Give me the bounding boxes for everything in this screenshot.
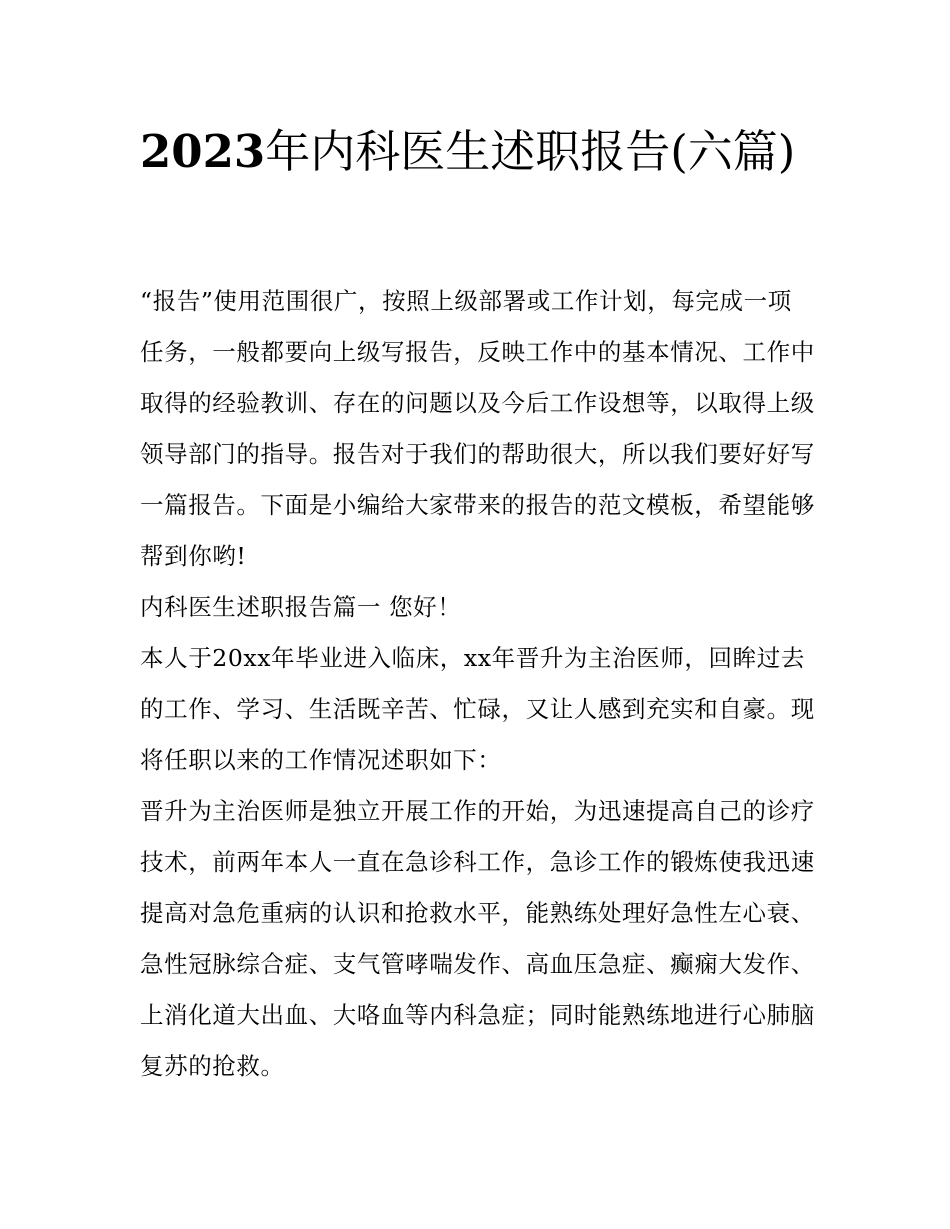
document-body	[140, 276, 815, 1092]
body-paragraph: 本人于20xx年毕业进入临床，xx年晋升为主治医师，回眸过去的工作、学习、生活既辛苦、忙碌，又让人感到充实和自豪。现将任职以来的工作情况述职如下：	[140, 644, 815, 774]
body-paragraph: 晋升为主治医师是独立开展工作的开始，为迅速提高自己的诊疗技术，前两年本人一直在急诊科工作，急诊工作的锻炼使我迅速提高对急危重病的认识和抢救水平，能熟练处理好急性左心衰、急性冠脉综合症、支气管哮喘发作、高血压急症、癫痫大发作、上消化道大出血、大咯血等内科急症；同时能熟练地进行心肺脑复苏的抢救。	[140, 797, 815, 1080]
document-title	[140, 112, 820, 192]
intro-paragraph: “报告”使用范围很广，按照上级部署或工作计划，每完成一项任务，一般都要向上级写报告，反映工作中的基本情况、工作中取得的经验教训、存在的问题以及今后工作设想等，以取得上级领导部门的指导。报告对于我们的帮助很大，所以我们要好好写一篇报告。下面是小编给大家带来的报告的范文模板，希望能够帮到你哟!	[140, 287, 815, 570]
section-heading: 内科医生述职报告篇一 您好！	[140, 593, 462, 621]
title-year: 2023	[140, 125, 266, 178]
title-text: 年内科医生述职报告(六篇)	[265, 125, 796, 178]
